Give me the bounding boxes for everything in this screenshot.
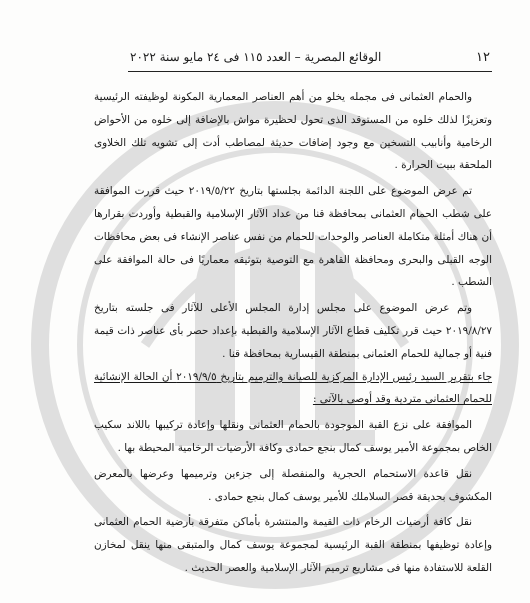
paragraph: تم عرض الموضوع على اللجنة الدائمة بجلستها بتاريخ ٢٠١٩/٥/٢٢ حيث قررت الموافقة على شطب الحمام العثمانى بمحافظة قنا من عداد الآثار الإسلامية والقبطية وأوردت بقرارها أن هناك أمثلة متكاملة العناصر والوحدات للحمام من نفس عناصر الإنشاء فى بعض محافظات الوجه القبلى والبحرى ومحافظة القاهرة مع التوصية بتوثيقه معماريًا فى حالة الموافقة على الشطب . <box>94 185 492 289</box>
paragraph: نقل قاعدة الاستحمام الحجرية والمنفصلة إلى جزءين وترميمها وعرضها بالمعرض المكشوف بحديقة قصر السلاملك للأمير يوسف كمال بنجع حمادى . <box>94 467 492 503</box>
header-divider <box>128 71 492 72</box>
paragraph: والحمام العثمانى فى مجمله يخلو من أهم العناصر المعمارية المكونة لوظيفته الرئيسية وتعزيزًا لذلك خلوه من المستوقد الذى تحول لحظيرة مواش بالإضافة إلى خلوه من الأحواض الرخامية وأنابيب التسخين مع وجود إضافات حديثة لمصاطب أدت إلى تشويه تلك الخلاوى الملحقة ببيت الحرارة . <box>94 91 492 172</box>
paragraph: جاء بتقرير السيد رئيس الإدارة المركزية للصيانة والترميم بتاريخ ٢٠١٩/٩/٥ أن الحالة الإنشائية للحمام العثمانى متردية وقد أوصى بالآتى : <box>94 370 492 406</box>
document-body <box>94 86 492 580</box>
paragraph: وتم عرض الموضوع على مجلس إدارة المجلس الأعلى للآثار فى جلسته بتاريخ ٢٠١٩/٨/٢٧ حيث قرر تكليف قطاع الآثار الإسلامية والقبطية بإعداد حصر بأى عناصر ذات قيمة فنية أو جمالية للحمام العثمانى بمنطقة القيسارية بمحافظة قنا . <box>94 302 492 360</box>
page-number: ١٢ <box>476 50 490 65</box>
publication-title: الوقائع المصرية – العدد ١١٥ فى ٢٤ مايو سنة ٢٠٢٢ <box>130 50 382 64</box>
paragraph: الموافقة على نزع القبة الموجودة بالحمام العثمانى ونقلها وإعادة تركيبها باللاند سكيب الخاص بمجموعة الأمير يوسف كمال بنجع حمادى وكافة الأرضيات الرخامية المحيطة بها . <box>94 419 492 454</box>
running-header <box>130 50 490 65</box>
paragraph: نقل كافة أرضيات الرخام ذات القيمة والمنتشرة بأماكن متفرقة بأرضية الحمام العثمانى وإعادة توظيفها بمنطقة القبة الرئيسية لمجموعة يوسف كمال والمتبقى منها ينقل لمخازن القلعة للاستفادة منها فى مشاريع ترميم الآثار الإسلامية والعصر الحديث . <box>94 516 492 574</box>
